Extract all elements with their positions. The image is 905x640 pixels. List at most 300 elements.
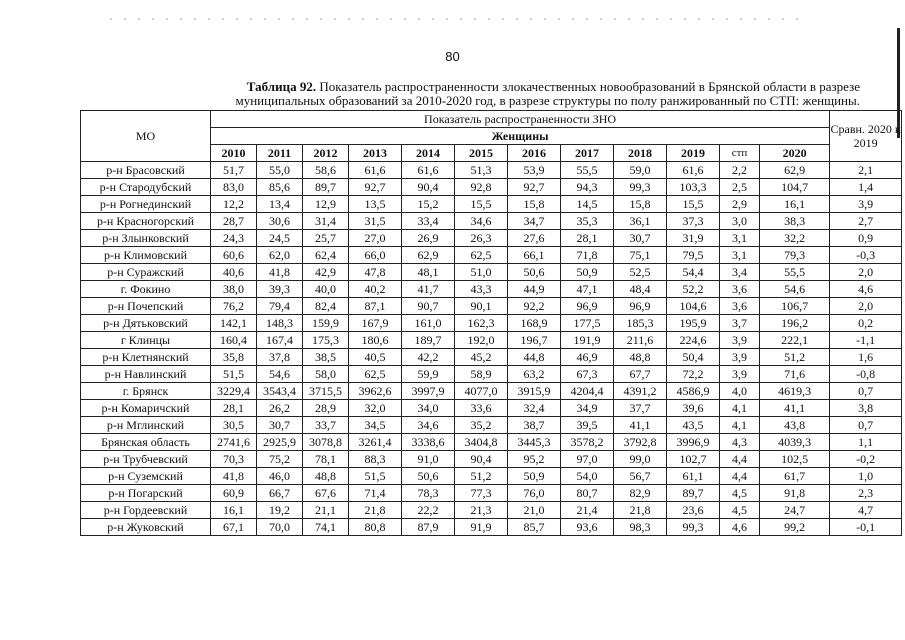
header-col-9: 2019	[667, 145, 720, 162]
cell-value: 3,1	[720, 247, 760, 264]
cell-value: 77,3	[455, 485, 508, 502]
cell-value: 88,3	[349, 451, 402, 468]
cell-value: 70,0	[257, 519, 303, 536]
cell-value: 21,1	[303, 502, 349, 519]
table-body	[81, 162, 902, 536]
cell-value: 34,6	[402, 417, 455, 434]
cell-value: 50,4	[667, 349, 720, 366]
cell-value: 47,8	[349, 264, 402, 281]
cell-value: 78,3	[402, 485, 455, 502]
cell-value: 30,7	[614, 230, 667, 247]
cell-value: 33,7	[303, 417, 349, 434]
cell-value: 35,2	[455, 417, 508, 434]
cell-value: 41,1	[760, 400, 830, 417]
cell-compare: 1,0	[830, 468, 902, 485]
row-mo-name: р-н Жуковский	[81, 519, 211, 536]
row-mo-name: р-н Дятьковский	[81, 315, 211, 332]
cell-value: 58,0	[303, 366, 349, 383]
cell-value: 13,4	[257, 196, 303, 213]
header-col-2: 2012	[303, 145, 349, 162]
cell-value: 4586,9	[667, 383, 720, 400]
cell-value: 30,7	[257, 417, 303, 434]
cell-value: 13,5	[349, 196, 402, 213]
table-row	[81, 281, 902, 298]
cell-value: 2,9	[720, 196, 760, 213]
cell-value: 4,4	[720, 451, 760, 468]
cell-value: 160,4	[211, 332, 257, 349]
row-mo-name: р-н Комаричский	[81, 400, 211, 417]
cell-value: 79,4	[257, 298, 303, 315]
cell-value: 19,2	[257, 502, 303, 519]
cell-value: 33,6	[455, 400, 508, 417]
cell-value: 61,6	[349, 162, 402, 179]
cell-value: 3,6	[720, 281, 760, 298]
table-row	[81, 349, 902, 366]
cell-value: 60,9	[211, 485, 257, 502]
cell-value: 4,6	[720, 519, 760, 536]
cell-value: 59,9	[402, 366, 455, 383]
cell-value: 51,2	[760, 349, 830, 366]
table-row	[81, 417, 902, 434]
table-row	[81, 315, 902, 332]
table-row	[81, 298, 902, 315]
cell-value: 41,8	[211, 468, 257, 485]
cell-value: 3962,6	[349, 383, 402, 400]
cell-compare: 4,6	[830, 281, 902, 298]
cell-value: 32,2	[760, 230, 830, 247]
cell-value: 23,6	[667, 502, 720, 519]
cell-value: 196,2	[760, 315, 830, 332]
cell-value: 59,0	[614, 162, 667, 179]
cell-value: 3,9	[720, 332, 760, 349]
cell-value: 62,5	[349, 366, 402, 383]
cell-value: 48,8	[614, 349, 667, 366]
cell-value: 58,9	[455, 366, 508, 383]
cell-value: 26,9	[402, 230, 455, 247]
cell-value: 4,3	[720, 434, 760, 451]
cell-value: 26,2	[257, 400, 303, 417]
cell-value: 92,7	[349, 179, 402, 196]
cell-value: 4,1	[720, 400, 760, 417]
header-col-8: 2018	[614, 145, 667, 162]
cell-value: 92,2	[508, 298, 561, 315]
cell-value: 75,1	[614, 247, 667, 264]
cell-value: 90,4	[402, 179, 455, 196]
cell-value: 104,6	[667, 298, 720, 315]
cell-value: 54,0	[561, 468, 614, 485]
cell-value: 62,9	[760, 162, 830, 179]
cell-compare: -0,3	[830, 247, 902, 264]
cell-value: 67,7	[614, 366, 667, 383]
cell-value: 55,5	[561, 162, 614, 179]
cell-value: 66,1	[508, 247, 561, 264]
cell-value: 34,9	[561, 400, 614, 417]
cell-value: 52,5	[614, 264, 667, 281]
cell-value: 75,2	[257, 451, 303, 468]
cell-value: 21,3	[455, 502, 508, 519]
cell-value: 61,6	[402, 162, 455, 179]
cell-value: 32,4	[508, 400, 561, 417]
cell-value: 34,0	[402, 400, 455, 417]
cell-value: 31,9	[667, 230, 720, 247]
cell-value: 3578,2	[561, 434, 614, 451]
header-col-3: 2013	[349, 145, 402, 162]
cell-value: 41,8	[257, 264, 303, 281]
cell-value: 12,2	[211, 196, 257, 213]
cell-value: 96,9	[561, 298, 614, 315]
cell-value: 15,8	[614, 196, 667, 213]
cell-value: 55,0	[257, 162, 303, 179]
cell-value: 39,6	[667, 400, 720, 417]
row-mo-name: р-н Климовский	[81, 247, 211, 264]
cell-value: 3229,4	[211, 383, 257, 400]
cell-value: 24,7	[760, 502, 830, 519]
cell-value: 79,3	[760, 247, 830, 264]
cell-value: 3792,8	[614, 434, 667, 451]
table-row	[81, 383, 902, 400]
cell-value: 102,7	[667, 451, 720, 468]
cell-value: 15,2	[402, 196, 455, 213]
cell-value: 28,1	[561, 230, 614, 247]
cell-value: 62,0	[257, 247, 303, 264]
cell-value: 2,2	[720, 162, 760, 179]
cell-value: 62,9	[402, 247, 455, 264]
cell-value: 35,3	[561, 213, 614, 230]
page-number: 80	[445, 49, 460, 64]
row-mo-name: р-н Почепский	[81, 298, 211, 315]
row-mo-name: г. Брянск	[81, 383, 211, 400]
table-row	[81, 247, 902, 264]
row-mo-name: р-н Красногорский	[81, 213, 211, 230]
cell-value: 38,7	[508, 417, 561, 434]
header-col-7: 2017	[561, 145, 614, 162]
cell-value: 82,9	[614, 485, 667, 502]
cell-value: 3,7	[720, 315, 760, 332]
row-mo-name: р-н Суражский	[81, 264, 211, 281]
cell-value: 35,8	[211, 349, 257, 366]
cell-value: 25,7	[303, 230, 349, 247]
cell-value: 89,7	[303, 179, 349, 196]
cell-value: 44,9	[508, 281, 561, 298]
cell-value: 180,6	[349, 332, 402, 349]
row-mo-name: р-н Злынковский	[81, 230, 211, 247]
cell-value: 2741,6	[211, 434, 257, 451]
cell-value: 46,9	[561, 349, 614, 366]
row-mo-name: р-н Брасовский	[81, 162, 211, 179]
cell-value: 222,1	[760, 332, 830, 349]
cell-value: 51,7	[211, 162, 257, 179]
cell-value: 21,8	[349, 502, 402, 519]
cell-compare: 2,0	[830, 264, 902, 281]
header-women: Женщины	[211, 128, 830, 145]
cell-value: 70,3	[211, 451, 257, 468]
cell-value: 79,5	[667, 247, 720, 264]
header-compare: Сравн. 2020 к 2019	[830, 111, 902, 162]
cell-value: 41,1	[614, 417, 667, 434]
cell-value: 99,0	[614, 451, 667, 468]
cell-value: 76,2	[211, 298, 257, 315]
table-row	[81, 196, 902, 213]
cell-value: 87,9	[402, 519, 455, 536]
cell-value: 22,2	[402, 502, 455, 519]
cell-value: 159,9	[303, 315, 349, 332]
cell-compare: 1,4	[830, 179, 902, 196]
cell-compare: -0,2	[830, 451, 902, 468]
caption-line-1	[230, 80, 860, 94]
cell-compare: 2,3	[830, 485, 902, 502]
table-row	[81, 162, 902, 179]
cell-value: 3997,9	[402, 383, 455, 400]
cell-value: 94,3	[561, 179, 614, 196]
cell-value: 92,7	[508, 179, 561, 196]
table-row	[81, 332, 902, 349]
cell-compare: 0,7	[830, 383, 902, 400]
cell-value: 32,0	[349, 400, 402, 417]
cell-value: 4,1	[720, 417, 760, 434]
cell-value: 50,6	[508, 264, 561, 281]
cell-value: 62,5	[455, 247, 508, 264]
cell-value: 3338,6	[402, 434, 455, 451]
cell-value: 39,5	[561, 417, 614, 434]
cell-value: 51,3	[455, 162, 508, 179]
cell-value: 162,3	[455, 315, 508, 332]
cell-value: 99,2	[760, 519, 830, 536]
cell-value: 191,9	[561, 332, 614, 349]
cell-value: 62,4	[303, 247, 349, 264]
cell-value: 34,5	[349, 417, 402, 434]
scan-noise	[110, 18, 810, 20]
row-mo-name: г Клинцы	[81, 332, 211, 349]
header-col-5: 2015	[455, 145, 508, 162]
header-col-0: 2010	[211, 145, 257, 162]
cell-value: 63,2	[508, 366, 561, 383]
cell-value: 3,9	[720, 366, 760, 383]
table-row	[81, 519, 902, 536]
cell-value: 3,6	[720, 298, 760, 315]
cell-value: 37,8	[257, 349, 303, 366]
table-row	[81, 179, 902, 196]
cell-value: 89,7	[667, 485, 720, 502]
cell-value: 83,0	[211, 179, 257, 196]
cell-compare: 4,7	[830, 502, 902, 519]
cell-compare: 2,1	[830, 162, 902, 179]
cell-value: 91,8	[760, 485, 830, 502]
row-mo-name: р-н Погарский	[81, 485, 211, 502]
cell-value: 196,7	[508, 332, 561, 349]
cell-value: 78,1	[303, 451, 349, 468]
cell-value: 90,1	[455, 298, 508, 315]
cell-value: 21,8	[614, 502, 667, 519]
cell-value: 31,5	[349, 213, 402, 230]
cell-value: 3078,8	[303, 434, 349, 451]
cell-value: 24,5	[257, 230, 303, 247]
cell-value: 53,9	[508, 162, 561, 179]
cell-value: 71,8	[561, 247, 614, 264]
table-row	[81, 502, 902, 519]
cell-compare: 0,7	[830, 417, 902, 434]
cell-compare: 2,7	[830, 213, 902, 230]
cell-value: 4619,3	[760, 383, 830, 400]
row-mo-name: г. Фокино	[81, 281, 211, 298]
cell-value: 37,3	[667, 213, 720, 230]
header-mo: МО	[81, 111, 211, 162]
cell-value: 211,6	[614, 332, 667, 349]
cell-value: 27,6	[508, 230, 561, 247]
cell-value: 4204,4	[561, 383, 614, 400]
header-col-10: стп	[720, 145, 760, 162]
table-caption	[230, 80, 860, 108]
cell-value: 28,9	[303, 400, 349, 417]
cell-value: 51,5	[211, 366, 257, 383]
table-row	[81, 366, 902, 383]
caption-title: Таблица 92.	[246, 79, 317, 94]
cell-value: 67,6	[303, 485, 349, 502]
cell-value: 3715,5	[303, 383, 349, 400]
cell-value: 189,7	[402, 332, 455, 349]
cell-value: 54,6	[760, 281, 830, 298]
cell-value: 43,5	[667, 417, 720, 434]
cell-value: 28,1	[211, 400, 257, 417]
cell-value: 74,1	[303, 519, 349, 536]
cell-value: 92,8	[455, 179, 508, 196]
table-row	[81, 434, 902, 451]
cell-value: 21,0	[508, 502, 561, 519]
cell-compare: 2,0	[830, 298, 902, 315]
cell-value: 43,3	[455, 281, 508, 298]
cell-value: 104,7	[760, 179, 830, 196]
cell-compare: 1,1	[830, 434, 902, 451]
cell-value: 38,5	[303, 349, 349, 366]
cell-value: 28,7	[211, 213, 257, 230]
row-mo-name: р-н Мглинский	[81, 417, 211, 434]
row-mo-name: р-н Навлинский	[81, 366, 211, 383]
cell-value: 91,0	[402, 451, 455, 468]
cell-value: 192,0	[455, 332, 508, 349]
cell-value: 38,0	[211, 281, 257, 298]
cell-value: 56,7	[614, 468, 667, 485]
cell-value: 16,1	[760, 196, 830, 213]
cell-compare: 0,9	[830, 230, 902, 247]
cell-value: 42,9	[303, 264, 349, 281]
cell-value: 55,5	[760, 264, 830, 281]
cell-value: 91,9	[455, 519, 508, 536]
cell-value: 224,6	[667, 332, 720, 349]
header-row-1	[81, 111, 902, 128]
caption-line-2: муниципальных образований за 2010-2020 год, в разрезе структуры по полу ранжированный по СТП: женщины.	[235, 93, 860, 108]
table-row	[81, 230, 902, 247]
cell-value: 3,0	[720, 213, 760, 230]
cell-value: 14,5	[561, 196, 614, 213]
cell-value: 2,5	[720, 179, 760, 196]
cell-value: 46,0	[257, 468, 303, 485]
cell-value: 85,7	[508, 519, 561, 536]
cell-compare: 3,9	[830, 196, 902, 213]
cell-value: 24,3	[211, 230, 257, 247]
cell-value: 80,8	[349, 519, 402, 536]
cell-value: 15,5	[667, 196, 720, 213]
table-row	[81, 451, 902, 468]
cell-value: 4,4	[720, 468, 760, 485]
cell-value: 103,3	[667, 179, 720, 196]
cell-value: 31,4	[303, 213, 349, 230]
cell-value: 16,1	[211, 502, 257, 519]
cell-value: 3543,4	[257, 383, 303, 400]
cell-value: 167,9	[349, 315, 402, 332]
cell-value: 15,5	[455, 196, 508, 213]
caption-text: Показатель распространенности злокачественных новообразований в Брянской области в разрезе	[316, 79, 860, 94]
table-row	[81, 400, 902, 417]
cell-value: 58,6	[303, 162, 349, 179]
cell-value: 168,9	[508, 315, 561, 332]
row-mo-name: р-н Трубчевский	[81, 451, 211, 468]
cell-value: 98,3	[614, 519, 667, 536]
cell-value: 148,3	[257, 315, 303, 332]
cell-value: 67,3	[561, 366, 614, 383]
cell-value: 61,1	[667, 468, 720, 485]
cell-value: 87,1	[349, 298, 402, 315]
cell-value: 45,2	[455, 349, 508, 366]
table-row	[81, 213, 902, 230]
cell-value: 3404,8	[455, 434, 508, 451]
cell-value: 185,3	[614, 315, 667, 332]
cell-value: 99,3	[614, 179, 667, 196]
cell-value: 44,8	[508, 349, 561, 366]
cell-value: 42,2	[402, 349, 455, 366]
row-mo-name: р-н Гордеевский	[81, 502, 211, 519]
row-mo-name: р-н Клетнянский	[81, 349, 211, 366]
row-mo-name: р-н Суземский	[81, 468, 211, 485]
cell-value: 30,5	[211, 417, 257, 434]
cell-value: 67,1	[211, 519, 257, 536]
cell-value: 33,4	[402, 213, 455, 230]
cell-value: 15,8	[508, 196, 561, 213]
cell-value: 60,6	[211, 247, 257, 264]
header-indicator: Показатель распространенности ЗНО	[211, 111, 830, 128]
cell-value: 30,6	[257, 213, 303, 230]
cell-value: 66,7	[257, 485, 303, 502]
cell-value: 48,1	[402, 264, 455, 281]
cell-value: 4039,3	[760, 434, 830, 451]
header-col-6: 2016	[508, 145, 561, 162]
table-row	[81, 485, 902, 502]
cell-value: 27,0	[349, 230, 402, 247]
cell-value: 51,5	[349, 468, 402, 485]
cell-value: 177,5	[561, 315, 614, 332]
cell-value: 4391,2	[614, 383, 667, 400]
cell-compare: 3,8	[830, 400, 902, 417]
cell-value: 47,1	[561, 281, 614, 298]
cell-value: 4077,0	[455, 383, 508, 400]
cell-value: 3915,9	[508, 383, 561, 400]
cell-value: 102,5	[760, 451, 830, 468]
cell-value: 3,4	[720, 264, 760, 281]
cell-value: 2925,9	[257, 434, 303, 451]
cell-value: 3445,3	[508, 434, 561, 451]
cell-compare: 0,2	[830, 315, 902, 332]
cell-value: 4,5	[720, 485, 760, 502]
cell-value: 41,7	[402, 281, 455, 298]
cell-value: 3996,9	[667, 434, 720, 451]
cell-value: 90,4	[455, 451, 508, 468]
cell-value: 21,4	[561, 502, 614, 519]
cell-value: 95,2	[508, 451, 561, 468]
cell-value: 39,3	[257, 281, 303, 298]
cell-value: 40,0	[303, 281, 349, 298]
cell-value: 71,4	[349, 485, 402, 502]
cell-value: 48,4	[614, 281, 667, 298]
cell-value: 76,0	[508, 485, 561, 502]
cell-value: 3,9	[720, 349, 760, 366]
